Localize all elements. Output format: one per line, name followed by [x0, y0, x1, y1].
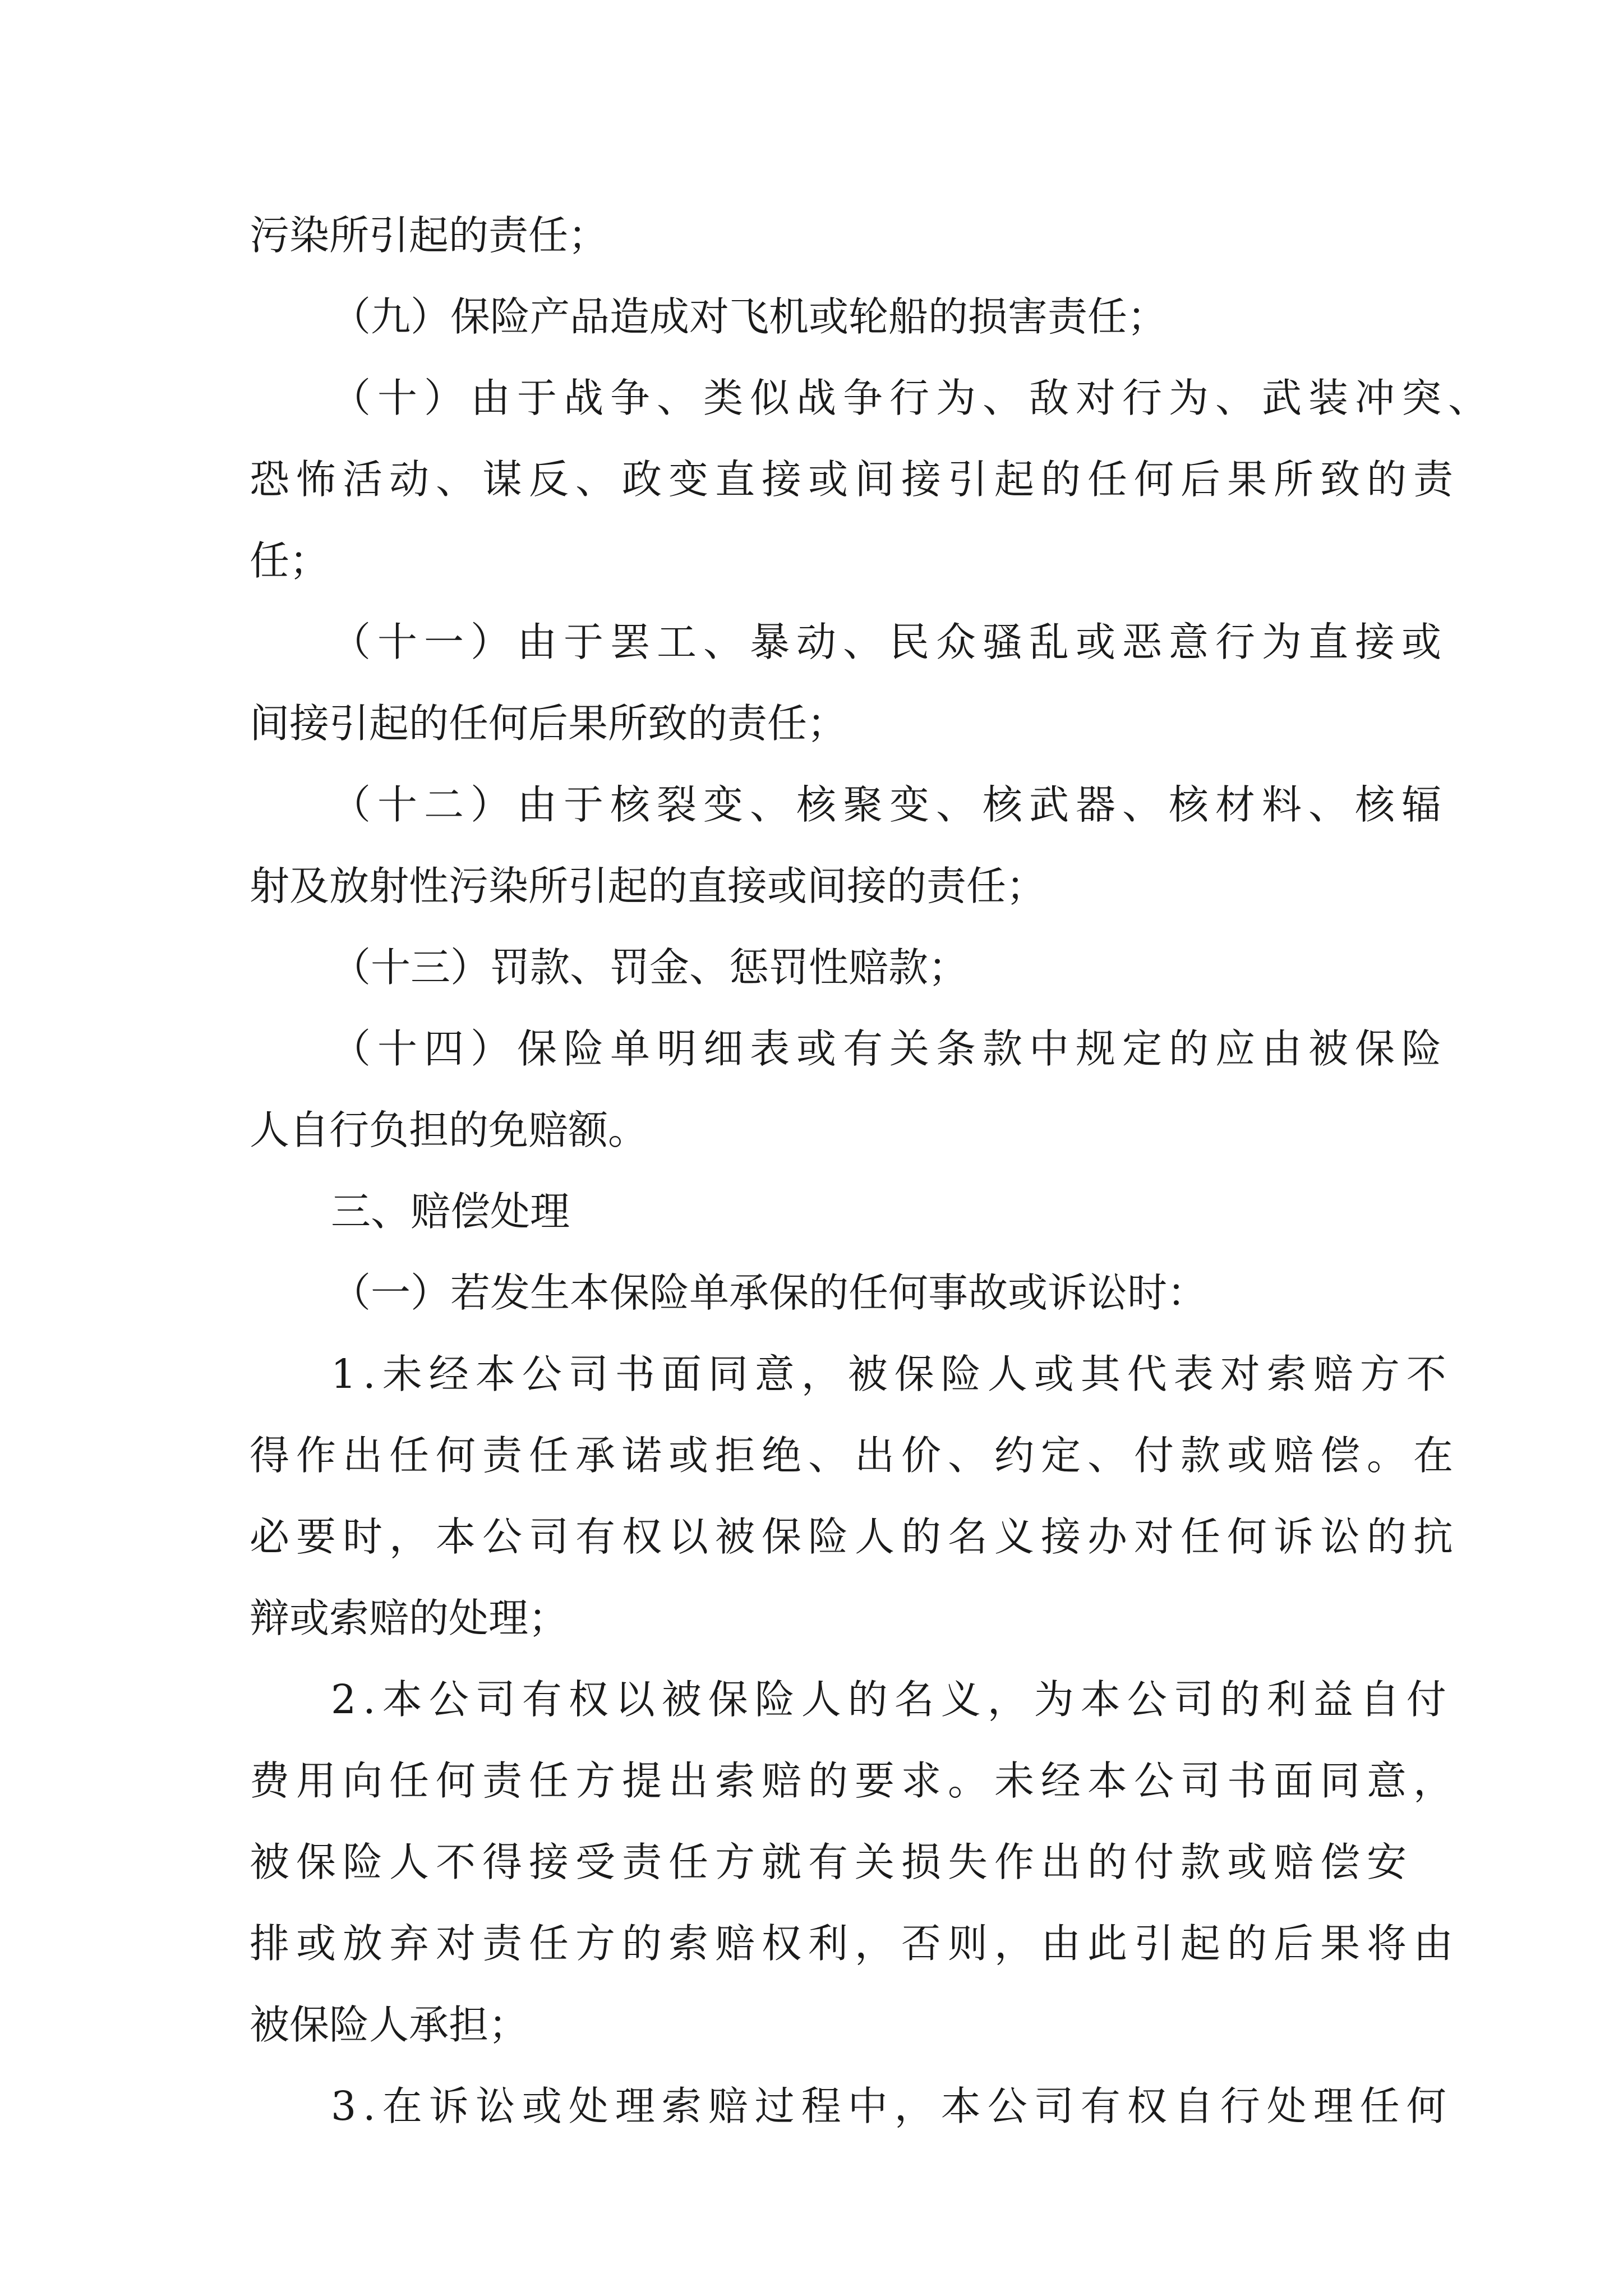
text-line: 必要时，本公司有权以被保险人的名义接办对任何诉讼的抗 — [250, 1513, 1460, 1560]
text-line: 得作出任何责任承诺或拒绝、出价、约定、付款或赔偿。在 — [250, 1432, 1460, 1479]
text-line: 3.在诉讼或处理索赔过程中，本公司有权自行处理任何 — [331, 2083, 1453, 2129]
text-line: 间接引起的任何后果所致的责任； — [250, 700, 847, 747]
text-line: （十三）罚款、罚金、惩罚性赔款； — [331, 944, 969, 991]
text-line: 辩或索赔的处理； — [250, 1595, 569, 1641]
text-line: （一）若发生本保险单承保的任何事故或诉讼时： — [331, 1269, 1207, 1316]
text-line: （九）保险产品造成对飞机或轮船的损害责任； — [331, 293, 1168, 340]
text-line: 被保险人不得接受责任方就有关损失作出的付款或赔偿安 — [250, 1839, 1414, 1885]
section-heading: 三、赔偿处理 — [331, 1188, 570, 1235]
text-line: （十）由于战争、类似战争行为、敌对行为、武装冲突、 — [331, 375, 1495, 421]
text-line: 1.未经本公司书面同意，被保险人或其代表对索赔方不 — [331, 1351, 1453, 1397]
text-line: 污染所引起的责任； — [250, 212, 608, 259]
text-line: 恐怖活动、谋反、政变直接或间接引起的任何后果所致的责 — [250, 456, 1460, 503]
text-line: 被保险人承担； — [250, 2001, 529, 2048]
text-line: 射及放射性污染所引起的直接或间接的责任； — [250, 863, 1046, 909]
text-line: （十四）保险单明细表或有关条款中规定的应由被保险 — [331, 1025, 1449, 1072]
text-line: 2.本公司有权以被保险人的名义，为本公司的利益自付 — [331, 1676, 1453, 1723]
text-line: 任； — [250, 537, 330, 584]
text-line: （十一）由于罢工、暴动、民众骚乱或恶意行为直接或 — [331, 619, 1449, 665]
text-line: （十二）由于核裂变、核聚变、核武器、核材料、核辐 — [331, 781, 1449, 828]
text-line: 排或放弃对责任方的索赔权利，否则，由此引起的后果将由 — [250, 1920, 1460, 1967]
text-line: 费用向任何责任方提出索赔的要求。未经本公司书面同意， — [250, 1757, 1460, 1804]
text-line: 人自行负担的免赔额。 — [250, 1107, 648, 1153]
